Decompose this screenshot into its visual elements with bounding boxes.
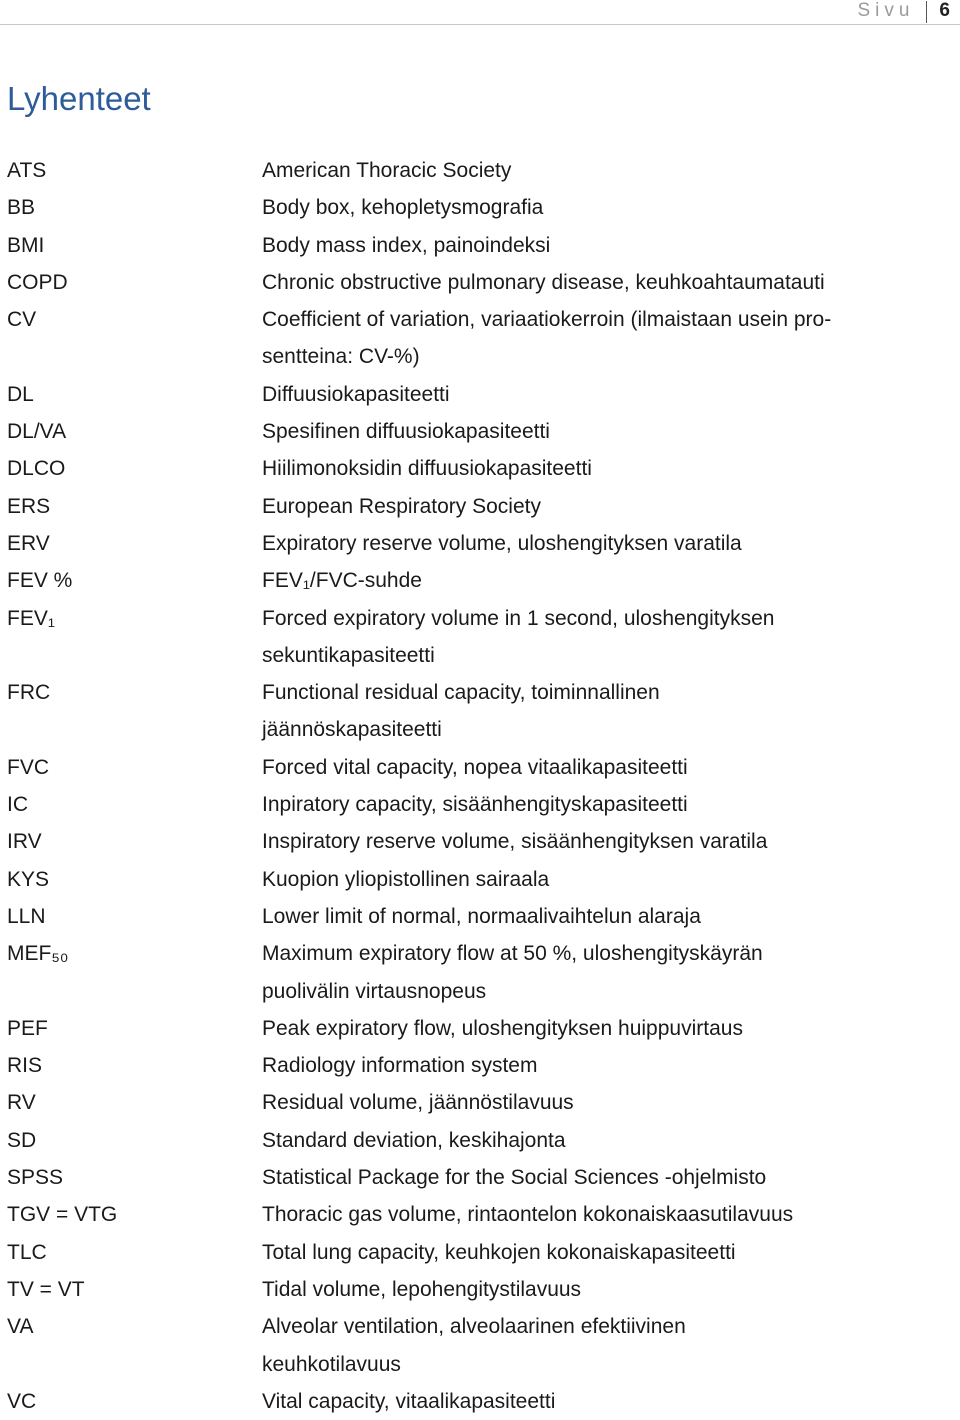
abbreviation-term: BB xyxy=(7,196,36,220)
abbreviation-definition xyxy=(262,1271,952,1308)
abbreviation-term: COPD xyxy=(7,270,68,294)
definition-line: Maximum expiratory flow at 50 %, uloshengityskäyrän xyxy=(262,942,763,966)
abbreviation-term: BMI xyxy=(7,233,45,257)
abbreviation-row xyxy=(0,935,960,1010)
abbreviation-term: RV xyxy=(7,1091,36,1115)
abbreviation-row xyxy=(0,674,960,749)
abbreviation-term: DL xyxy=(7,382,34,406)
abbreviation-term: SD xyxy=(7,1128,37,1152)
abbreviation-row xyxy=(0,1308,960,1383)
abbreviation-term: ERS xyxy=(7,494,51,518)
abbreviation-row xyxy=(0,227,960,264)
abbreviation-definition xyxy=(262,1308,952,1383)
definition-line: Tidal volume, lepohengitystilavuus xyxy=(262,1277,582,1301)
definition-line: Chronic obstructive pulmonary disease, keuhkoahtaumatauti xyxy=(262,270,825,294)
abbreviation-term: IC xyxy=(7,793,28,817)
abbreviation-row xyxy=(0,600,960,675)
definition-line: Body box, kehopletysmografia xyxy=(262,196,544,220)
abbreviation-definition xyxy=(262,786,952,823)
abbreviation-definition xyxy=(262,935,952,1010)
page-title: Lyhenteet xyxy=(7,80,151,117)
abbreviation-term: TV = VT xyxy=(7,1277,85,1301)
definition-line: Standard deviation, keskihajonta xyxy=(262,1128,566,1152)
abbreviation-definition xyxy=(262,450,952,487)
page-label: Sivu xyxy=(857,0,915,21)
abbreviation-definition xyxy=(262,674,952,749)
abbreviation-definition xyxy=(262,1122,952,1159)
abbreviation-term: CV xyxy=(7,308,37,332)
abbreviation-definition xyxy=(262,376,952,413)
abbreviation-row xyxy=(0,525,960,562)
abbreviation-term: TLC xyxy=(7,1240,47,1264)
definition-line: Thoracic gas volume, rintaontelon kokonaiskaasutilavuus xyxy=(262,1203,794,1227)
abbreviation-term: VA xyxy=(7,1315,34,1339)
abbreviation-definition xyxy=(262,525,952,562)
definition-line: Residual volume, jäännöstilavuus xyxy=(262,1091,574,1115)
abbreviation-row xyxy=(0,562,960,599)
abbreviation-row xyxy=(0,1159,960,1196)
definition-line: jäännöskapasiteetti xyxy=(262,718,442,742)
abbreviation-definition xyxy=(262,152,952,189)
abbreviation-term: MEF₅₀ xyxy=(7,942,69,966)
definition-line: Radiology information system xyxy=(262,1054,538,1078)
abbreviation-definition xyxy=(262,1234,952,1271)
abbreviation-term: SPSS xyxy=(7,1166,64,1190)
definition-line: Expiratory reserve volume, uloshengityksen varatila xyxy=(262,531,742,555)
abbreviation-row xyxy=(0,861,960,898)
abbreviation-row xyxy=(0,1196,960,1233)
abbreviation-row xyxy=(0,749,960,786)
definition-line: Statistical Package for the Social Sciences -ohjelmisto xyxy=(262,1166,767,1190)
abbreviation-row xyxy=(0,376,960,413)
abbreviation-term: IRV xyxy=(7,830,42,854)
definition-line: Inpiratory capacity, sisäänhengityskapasiteetti xyxy=(262,793,688,817)
abbreviation-row xyxy=(0,1010,960,1047)
definition-line: keuhkotilavuus xyxy=(262,1352,401,1376)
abbreviation-definition xyxy=(262,301,952,376)
abbreviation-definition xyxy=(262,823,952,860)
definition-line: sentteina: CV-%) xyxy=(262,345,420,369)
abbreviation-term: DL/VA xyxy=(7,420,67,444)
definition-line: Forced expiratory volume in 1 second, uloshengityksen xyxy=(262,606,775,630)
abbreviation-list xyxy=(0,152,960,1420)
abbreviation-definition xyxy=(262,1383,952,1420)
abbreviation-term: FEV % xyxy=(7,569,73,593)
abbreviation-row xyxy=(0,898,960,935)
definition-line: Lower limit of normal, normaalivaihtelun alaraja xyxy=(262,904,701,928)
abbreviation-term: ERV xyxy=(7,531,50,555)
abbreviation-row xyxy=(0,1122,960,1159)
abbreviation-definition xyxy=(262,1196,952,1233)
definition-line: Forced vital capacity, nopea vitaalikapasiteetti xyxy=(262,755,688,779)
abbreviation-definition xyxy=(262,264,952,301)
abbreviation-row xyxy=(0,1084,960,1121)
definition-line: Kuopion yliopistollinen sairaala xyxy=(262,867,550,891)
abbreviation-row xyxy=(0,786,960,823)
abbreviation-term: ATS xyxy=(7,159,47,182)
abbreviation-term: DLCO xyxy=(7,457,66,481)
abbreviation-definition xyxy=(262,562,952,599)
definition-line: Hiilimonoksidin diffuusiokapasiteetti xyxy=(262,457,592,481)
abbreviation-definition xyxy=(262,1047,952,1084)
abbreviation-term: LLN xyxy=(7,904,46,928)
abbreviation-definition xyxy=(262,861,952,898)
definition-line: Body mass index, painoindeksi xyxy=(262,233,551,257)
abbreviation-row xyxy=(0,823,960,860)
abbreviation-term: RIS xyxy=(7,1054,43,1078)
definition-line: sekuntikapasiteetti xyxy=(262,643,435,667)
abbreviation-row xyxy=(0,264,960,301)
abbreviation-term: PEF xyxy=(7,1016,48,1040)
abbreviation-definition xyxy=(262,600,952,675)
definition-line: Vital capacity, vitaalikapasiteetti xyxy=(262,1389,556,1413)
abbreviation-term: KYS xyxy=(7,867,50,891)
abbreviation-term: FEV₁ xyxy=(7,606,55,630)
abbreviation-row xyxy=(0,1271,960,1308)
page-number: 6 xyxy=(939,0,950,21)
abbreviation-row xyxy=(0,301,960,376)
definition-line: FEV₁/FVC-suhde xyxy=(262,569,422,593)
definition-line: Alveolar ventilation, alveolaarinen efektiivinen xyxy=(262,1315,686,1339)
definition-line: European Respiratory Society xyxy=(262,494,541,518)
definition-line: Diffuusiokapasiteetti xyxy=(262,382,450,406)
definition-line: Functional residual capacity, toiminnallinen xyxy=(262,681,660,705)
definition-line: Total lung capacity, keuhkojen kokonaiskapasiteetti xyxy=(262,1240,736,1264)
abbreviation-row xyxy=(0,1234,960,1271)
header-rule xyxy=(0,24,960,25)
definition-line: Coefficient of variation, variaatiokerroin (ilmaistaan usein pro- xyxy=(262,308,832,332)
abbreviation-term: VC xyxy=(7,1389,37,1413)
definition-line: Spesifinen diffuusiokapasiteetti xyxy=(262,420,550,444)
definition-line: Peak expiratory flow, uloshengityksen huippuvirtaus xyxy=(262,1016,743,1040)
abbreviation-definition xyxy=(262,227,952,264)
definition-line: puolivälin virtausnopeus xyxy=(262,979,487,1003)
abbreviation-term: TGV = VTG xyxy=(7,1203,118,1227)
page-header xyxy=(857,0,960,24)
abbreviation-definition xyxy=(262,488,952,525)
abbreviation-definition xyxy=(262,749,952,786)
abbreviation-row xyxy=(0,413,960,450)
abbreviation-definition xyxy=(262,898,952,935)
abbreviation-row xyxy=(0,152,960,189)
definition-line: American Thoracic Society xyxy=(262,159,512,182)
abbreviation-row xyxy=(0,1383,960,1420)
abbreviation-row xyxy=(0,1047,960,1084)
abbreviation-definition xyxy=(262,1159,952,1196)
abbreviation-term: FRC xyxy=(7,681,51,705)
abbreviation-definition xyxy=(262,1084,952,1121)
abbreviation-definition xyxy=(262,1010,952,1047)
abbreviation-row xyxy=(0,488,960,525)
abbreviation-definition xyxy=(262,413,952,450)
abbreviation-row xyxy=(0,189,960,226)
abbreviation-term: FVC xyxy=(7,755,49,779)
abbreviation-row xyxy=(0,450,960,487)
definition-line: Inspiratory reserve volume, sisäänhengityksen varatila xyxy=(262,830,768,854)
abbreviation-definition xyxy=(262,189,952,226)
